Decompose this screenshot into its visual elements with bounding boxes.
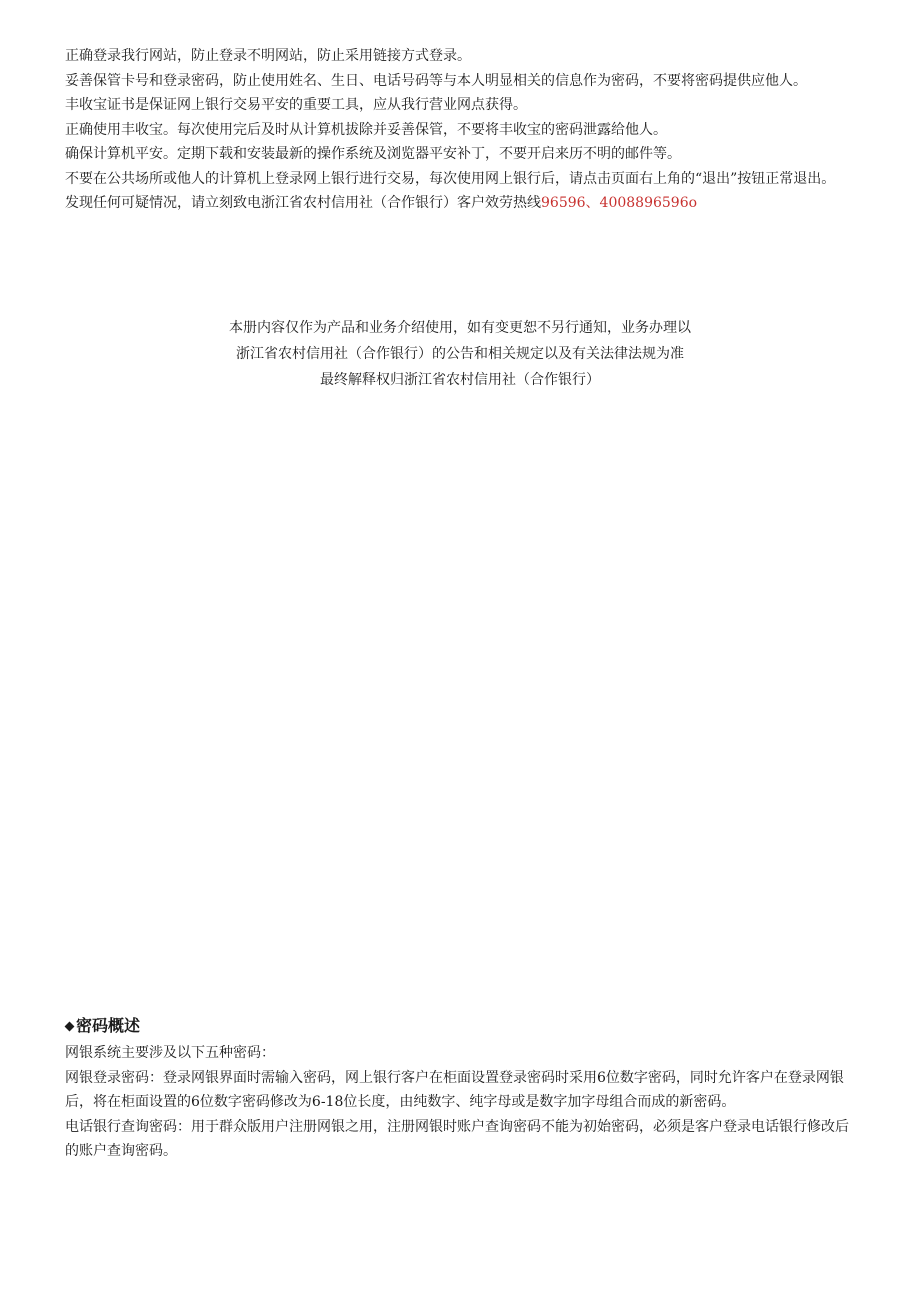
section-paragraph: 网银登录密码：登录网银界面时需输入密码，网上银行客户在柜面设置登录密码时采用6位数字密码，同时允许客户在登录网银后，将在柜面设置的6位数字密码修改为6-18位长度，由纯数字、纯字母或是数字加字母组合而成的新密码。 — [65, 1069, 844, 1110]
hotline-prefix: 发现任何可疑情况，请立刻致电浙江省农村信用社（合作银行）客户效劳热线 — [65, 195, 541, 211]
disclaimer-line: 浙江省农村信用社（合作银行）的公告和相关规定以及有关法律法规为准 — [236, 346, 684, 362]
password-overview-section — [65, 1013, 860, 1164]
security-tip: 正确登录我行网站，防止登录不明网站，防止采用链接方式登录。 — [65, 48, 471, 64]
hotline-notice — [65, 191, 860, 216]
security-tip: 不要在公共场所或他人的计算机上登录网上银行进行交易，每次使用网上银行后，请点击页面右上角的“退出”按钮正常退出。 — [65, 170, 836, 187]
security-tip: 确保计算机平安。定期下载和安装最新的操作系统及浏览器平安补丁，不要开启来历不明的邮件等。 — [65, 146, 681, 162]
section-paragraph: 网银系统主要涉及以下五种密码： — [65, 1045, 275, 1061]
hotline-numbers: 96596、4008896596o — [541, 195, 698, 211]
section-paragraph: 电话银行查询密码：用于群众版用户注册网银之用，注册网银时账户查询密码不能为初始密码，必须是客户登录电话银行修改后的账户查询密码。 — [65, 1118, 849, 1159]
security-tip: 正确使用丰收宝。每次使用完后及时从计算机拔除并妥善保管，不要将丰收宝的密码泄露给他人。 — [65, 121, 667, 138]
disclaimer-line: 最终解释权归浙江省农村信用社（合作银行） — [320, 372, 600, 388]
disclaimer — [0, 315, 920, 393]
security-tips — [65, 44, 860, 216]
section-heading — [65, 1013, 860, 1039]
diamond-bullet-icon — [65, 1021, 75, 1031]
security-tip: 妥善保管卡号和登录密码，防止使用姓名、生日、电话号码等与本人明显相关的信息作为密码，不要将密码提供应他人。 — [65, 72, 807, 89]
security-tip: 丰收宝证书是保证网上银行交易平安的重要工具，应从我行营业网点获得。 — [65, 97, 527, 113]
disclaimer-line: 本册内容仅作为产品和业务介绍使用，如有变更恕不另行通知，业务办理以 — [229, 320, 691, 336]
section-title: 密码概述 — [76, 1016, 141, 1035]
